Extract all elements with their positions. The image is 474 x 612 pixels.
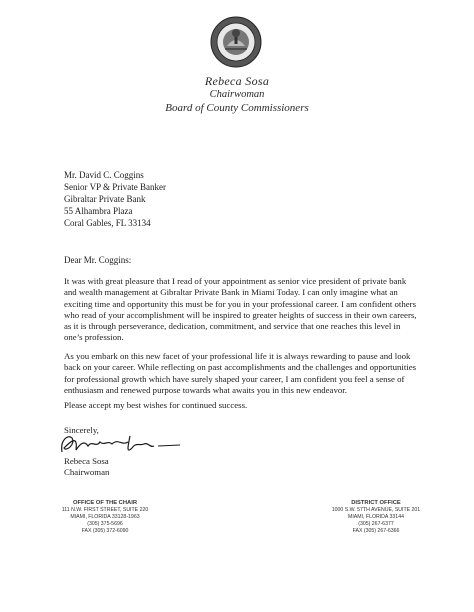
recipient-line: Mr. David C. Coggins (64, 170, 144, 180)
district-office-line: 1000 S.W. 57TH AVENUE, SUITE 201 (331, 507, 421, 513)
letterhead-board: Board of County Commissioners (165, 102, 309, 114)
county-seal-icon (210, 16, 262, 68)
office-chair-heading: OFFICE OF THE CHAIR (72, 500, 138, 506)
body-paragraph-2: As you embark on this new facet of your professional life it is always rewarding to pause and look back on your career. While reflecting on past accomplishments and the challenges and opportunities for professional growth which have surely shaped your career, I am confident you feel a sense of enthusiasm and renewed purpose towards what awaits you in this new endeavor. (64, 351, 417, 395)
district-office-heading: DISTRICT OFFICE (351, 500, 401, 506)
letterhead-name: Rebeca Sosa (204, 74, 270, 88)
district-office (326, 500, 426, 535)
district-office-line: FAX (305) 267-6366 (352, 528, 400, 534)
office-chair-line: MIAMI, FLORIDA 33128-1963 (70, 514, 140, 520)
district-office-line: MIAMI, FLORIDA 33144 (348, 514, 404, 520)
closing: Sincerely, (64, 425, 99, 435)
body-paragraph-1: It was with great pleasure that I read of your appointment as senior vice president of private bank and wealth management at Gibraltar Private Bank in Miami Today. I can only imagine what an exciting time and opportunity this must be for you in your professional career. I am confident others who read of your accomplishment will be inspired to greater heights of success in their own careers, as it is through perseverance, dedication, commitment, and service that one reaches this level in one’s profession. (64, 276, 417, 343)
recipient-address (64, 169, 166, 229)
recipient-line: Gibraltar Private Bank (64, 194, 146, 204)
recipient-line: Senior VP & Private Banker (64, 182, 166, 192)
letterhead (120, 74, 354, 115)
office-chair-line: FAX (305) 372-6090 (81, 528, 129, 534)
signer-block (64, 456, 109, 479)
recipient-line: Coral Gables, FL 33134 (64, 218, 151, 228)
letterhead-title: Chairwoman (209, 89, 265, 100)
signer-name: Rebeca Sosa (64, 456, 109, 466)
office-chair-line: (305) 375-5696 (87, 521, 123, 527)
handwritten-signature-icon (58, 426, 188, 460)
district-office-line: (305) 267-6377 (358, 521, 394, 527)
recipient-line: 55 Alhambra Plaza (64, 206, 133, 216)
salutation: Dear Mr. Coggins: (64, 255, 132, 265)
body-paragraph-3: Please accept my best wishes for continued success. (64, 400, 248, 410)
signer-title: Chairwoman (64, 467, 110, 478)
office-chair-line: 111 N.W. FIRST STREET, SUITE 220 (61, 507, 149, 513)
office-of-the-chair (60, 500, 150, 535)
